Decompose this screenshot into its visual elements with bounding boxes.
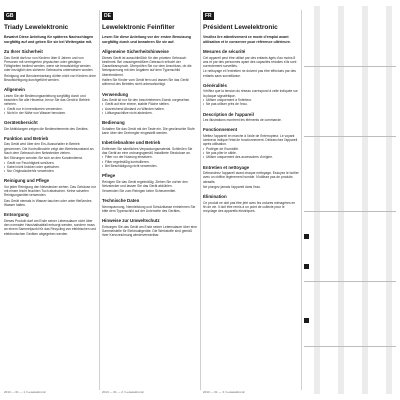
page-footer: 2013 — 01 — 2 / Lewelektronic [102,390,144,394]
body-paragraph: Das Gerät wird über den Ein-/Ausschalter in Betrieb genommen. Die Kontrollleuchte zeigt den Betriebszustand an. Nach dem Gebrauch den Netzstecker ziehen. [4,142,95,155]
body-paragraph: Entsorgen Sie das Gerät am Ende seiner Lebensdauer über eine Sammelstelle für Elektroaltgeräte. Die Werkstoffe sind gemäß ihrer Kennzeichnung wiederverwertbar. [102,224,197,238]
column-title: Lewelektronic Feinfilter [102,24,175,31]
body-paragraph: Das Gerät ist nur für den beschriebenen Zweck vorgesehen. [102,98,191,103]
bullet-item: • Bei Beschädigung nicht verwenden. [102,164,198,168]
bullet-item: • Kabel nicht knicken oder quetschen. [4,165,96,169]
body-paragraph: Vérifiez que la tension du réseau correspond à celle indiquée sur la plaque signalétique. [203,89,298,98]
section-heading: Funktion und Betrieb [4,135,49,141]
section-heading: Verwendung [102,91,129,97]
body-paragraph: Débranchez l'appareil avant chaque nettoyage. Essuyez le boîtier avec un chiffon légèrement humide. N'utilisez pas de produits abrasifs. [203,170,299,184]
body-paragraph: Dieses Produkt darf am Ende seiner Lebensdauer nicht über den normalen Haushaltsabfall entsorgt werden, sondern muss an einem Sammelpunkt für das Recycling von elektrischen und elektronischen Geräten abgegeben werden. [4,218,96,236]
section-heading: Bedienung [102,120,125,126]
grid-rule [304,211,396,212]
body-paragraph: Bei Störungen wenden Sie sich an den Kundendienst. [4,156,83,161]
bullet-item: • Gerät auf eine ebene, stabile Fläche stellen. [102,102,198,106]
column-german [102,4,198,396]
intro-text: Veuillez lire attentivement ce mode d'emploi avant utilisation et le conserver pour référence ultérieure. [203,35,291,44]
bullet-item: • Ne pas plier le câble. [203,151,299,155]
body-paragraph: Entfernen Sie sämtliches Verpackungsmaterial. Schließen Sie das Gerät an eine ordnungsgemäß installierte Steckdose an. [102,146,193,155]
section-heading: Entretien et nettoyage [203,164,250,170]
bullet-item: • Lüftungsschlitze nicht abdecken. [102,111,198,115]
bullet-item: • Utiliser uniquement des accessoires d'origine. [203,155,299,159]
bullet-item: • Ne pas utiliser près de l'eau. [203,102,299,106]
body-paragraph: Nennspannung, Nennleistung und Schutzklasse entnehmen Sie bitte dem Typenschild auf der Unterseite des Gerätes. [102,204,196,214]
body-paragraph: Dieses Gerät ist ausschließlich für den privaten Gebrauch bestimmt. Bei unsachgemäßem Gebrauch erlischt der Garantieanspruch. Überprüfen Sie vor dem Anschluss, ob die Netzspannung mit den Angaben auf dem Typenschild übereinstimmt. [102,55,192,77]
body-paragraph: Les illustrations montrent les éléments de commande. [203,118,282,123]
column-divider [301,10,302,390]
body-paragraph: Ne plongez jamais l'appareil dans l'eau. [203,184,261,189]
body-paragraph: Le nettoyage et l'entretien ne doivent pas être effectués par des enfants sans surveillance. [203,69,296,78]
section-heading: Pflege [102,173,116,179]
bullet-item: • Gerät vor Feuchtigkeit schützen. [4,161,96,165]
body-paragraph: Cet appareil peut être utilisé par des enfants âgés d'au moins 8 ans et par des personnes ayant des capacités réduites s'ils sont correctement surveillés. [203,55,297,69]
bullet-item: • Filter vor der Nutzung einsetzen. [102,155,198,159]
section-heading: Élimination [203,194,227,200]
body-paragraph: Reinigen Sie das Gerät regelmäßig. Ziehen Sie vorher den Netzstecker und lassen Sie das Gerät abkühlen. [102,179,188,188]
grid-marker [304,264,309,269]
bullet-item: • Gerät nur in Innenräumen verwenden. [4,107,96,111]
grid-marker [304,318,309,323]
body-paragraph: Reinigung und Benutzerwartung dürfen nicht von Kindern ohne Beaufsichtigung durchgeführt werden. [4,73,96,83]
section-heading: Allgemeine Sicherheitshinweise [102,49,169,55]
grid-rule [304,346,396,347]
section-heading: Mesures de sécurité [203,49,246,55]
bullet-item: • Protéger de l'humidité. [203,147,299,151]
grid-rule [304,136,396,137]
body-paragraph: Verwenden Sie zum Reinigen keine Scheuermittel. [102,189,177,194]
intro-text: Bewahrt Diese Anleitung für späteres Nachschlagen sorgfältig auf und geben Sie sie bei Weitergabe mit. [4,35,94,44]
body-paragraph: Die Abbildungen zeigen die Bedienelemente des Gerätes. [4,126,89,131]
spec-grid-panel [304,6,396,394]
bullet-item: • Nur Originalzubehör verwenden. [4,169,96,173]
bullet-item: • Filter regelmäßig kontrollieren. [102,160,198,164]
column-french [203,4,299,396]
page-footer: 2013 — 01 — 1 / Lewelektronic [4,390,46,394]
language-badge: DE [104,13,111,19]
column-title: Triady Lewelektronic [4,24,69,31]
grid-stripe [386,6,392,394]
body-paragraph: Vor jeder Reinigung den Netzstecker ziehen. Das Gehäuse nur mit einem leicht feuchten Tuch abwischen. Keine scharfen Reinigungsmittel verwenden. [4,184,96,198]
section-heading: Zu Ihrer Sicherheit [4,49,43,55]
body-paragraph: Schalten Sie das Gerät mit der Taste ein. Die gewünschte Stufe kann über den Drehregler eingestellt werden. [102,126,195,135]
grid-stripe [314,6,320,394]
section-heading: Description de l'appareil [203,111,254,117]
body-paragraph: Lesen Sie die Bedienungsanleitung sorgfältig durch und beachten Sie alle Hinweise, bevor Sie das Gerät in Betrieb nehmen. [4,93,90,107]
grid-marker [304,234,309,239]
body-paragraph: Das Gerät darf nur von Kindern über 8 Jahren und von Personen mit verringerten physischen oder geistigen Fähigkeiten bedient werden, wenn sie beaufsichtigt werden oder bezüglich des sicheren Gebrauchs unterwiesen wurden. [4,55,94,73]
section-heading: Inbetriebnahme und Betrieb [102,140,161,146]
grid-rule [304,66,396,67]
body-paragraph: Das Gerät niemals in Wasser tauchen oder unter fließendes Wasser halten. [4,198,92,208]
grid-stripe [362,6,368,394]
body-paragraph: Halten Sie Kinder vom Gerät fern und lassen Sie das Gerät während des Betriebs nicht unbeaufsichtigt. [102,78,189,87]
body-paragraph: Ce produit ne doit pas être jeté avec les ordures ménagères en fin de vie. Il doit être remis à un point de collecte pour le recyclage des appareils électriques. [203,200,296,214]
grid-stripe [338,6,344,394]
page-edge [0,0,3,400]
page-footer: 2013 — 01 — 3 / Lewelektronic [203,390,245,394]
bullet-item: • Ausreichend Abstand zu Wänden halten. [102,107,198,111]
section-heading: Entsorgung [4,212,29,218]
body-paragraph: Mettez l'appareil en marche à l'aide de l'interrupteur. Le voyant lumineux indique l'état de fonctionnement. Débranchez l'appareil après utilisation. [203,133,298,147]
section-heading: Geräteübersicht [4,120,38,126]
column-title: Président Lewelektronic [203,24,278,31]
bullet-item: • Nicht in der Nähe von Wasser benutzen. [4,111,96,115]
column-divider [99,10,100,390]
section-heading: Allgemein [4,87,25,93]
section-heading: Reinigung und Pflege [4,178,50,184]
intro-text: Lesen Sie diese Anleitung vor der ersten Benutzung sorgfältig durch und bewahren Sie sie auf. [102,35,191,44]
section-heading: Généralités [203,83,227,89]
language-badge: GB [6,13,14,19]
column-divider [200,10,201,390]
language-badge: FR [205,13,212,19]
section-heading: Technische Daten [102,198,140,204]
section-heading: Fonctionnement [203,127,238,133]
grid-rule [304,281,396,282]
bullet-item: • Utiliser uniquement à l'intérieur. [203,98,299,102]
section-heading: Hinweise zur Umweltschutz [102,218,160,224]
column-english [4,4,96,396]
